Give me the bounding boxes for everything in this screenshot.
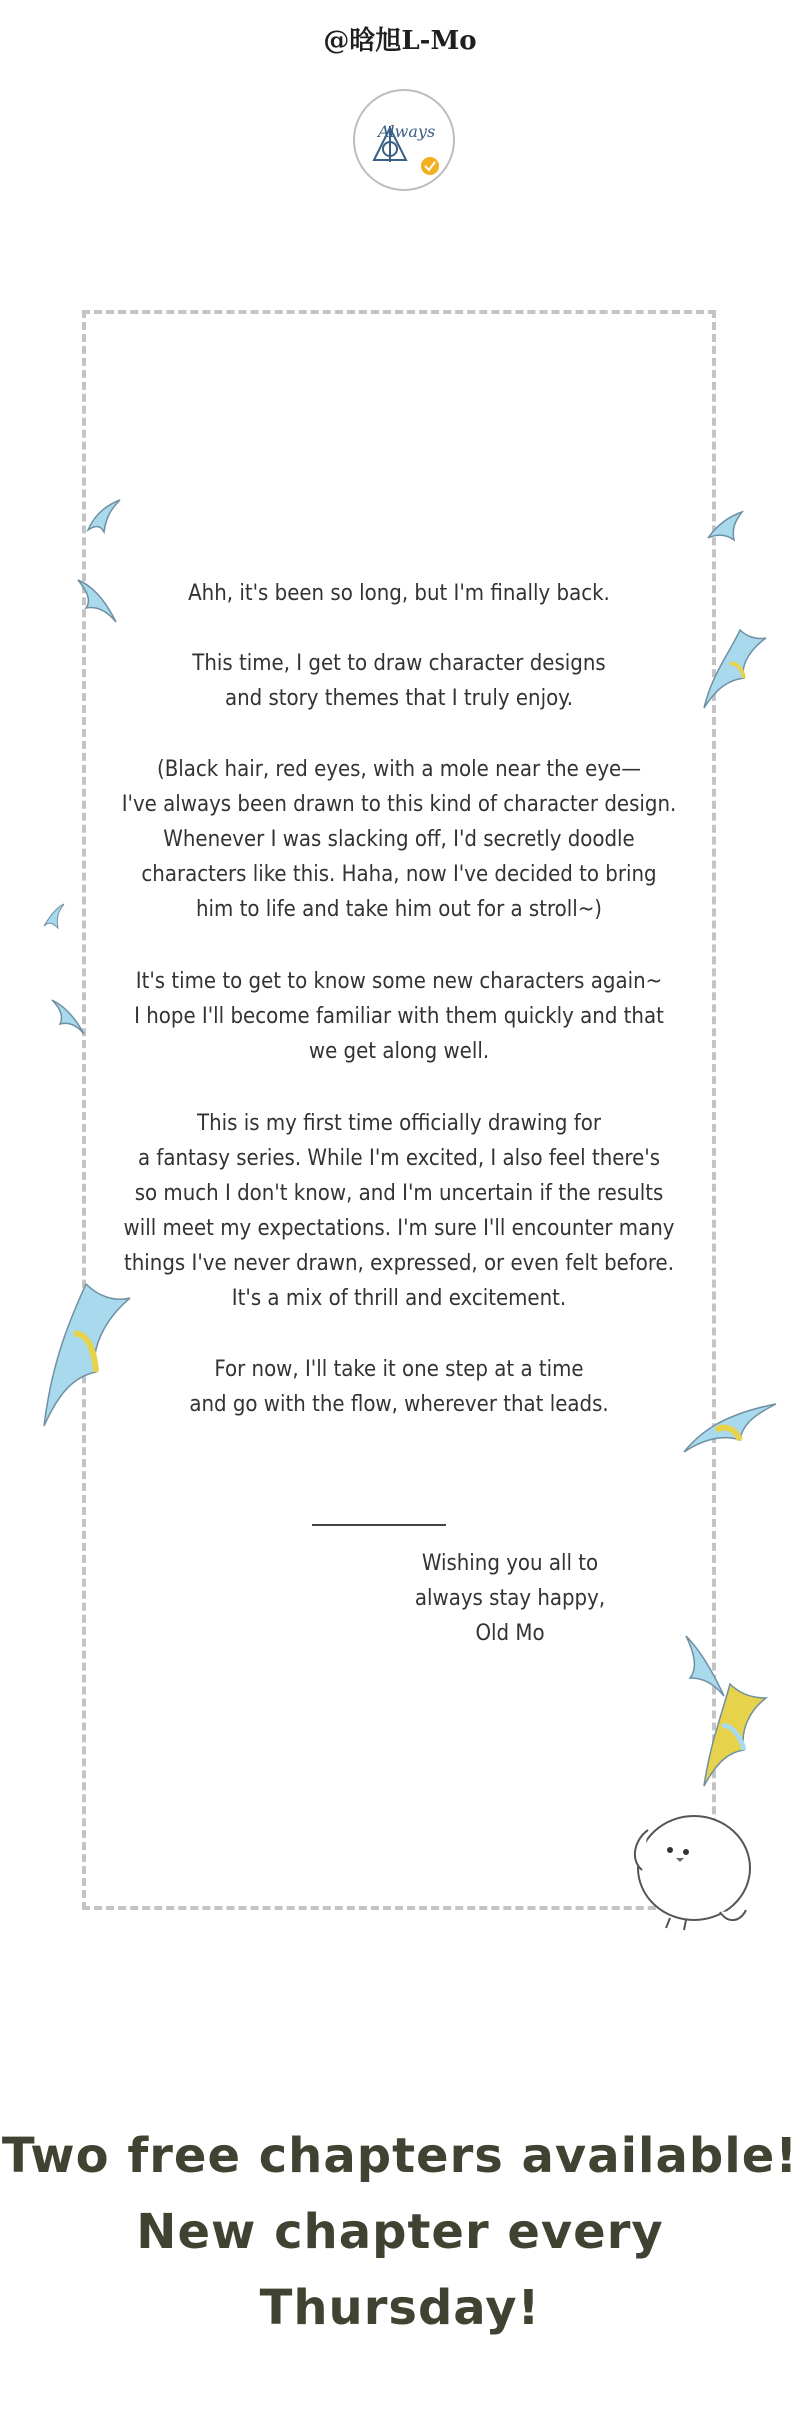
promo-line-2: New chapter every Thursday! (136, 2204, 664, 2336)
swallow-icon (48, 994, 88, 1038)
round-bird-mascot (624, 1800, 758, 1932)
swallow-icon (700, 1680, 770, 1790)
swallow-icon (72, 574, 122, 628)
swallow-icon (680, 1396, 780, 1456)
swallow-icon (700, 624, 770, 714)
verified-badge-icon (421, 157, 439, 175)
signature: Wishing you all to always stay happy, Old Mo (414, 1551, 606, 1646)
letter-paragraph-1: Ahh, it's been so long, but I'm finally back. (188, 581, 610, 606)
letter-paragraph-3: (Black hair, red eyes, with a mole near the eye— I've always been drawn to this kind of character design. Whenever I was slacking off, I'd secretly doodle characters like this. Haha, now I've decided to bring him to life and take him out for a stroll~) (121, 757, 677, 922)
promo-banner (0, 2118, 800, 2346)
signature-divider (312, 1524, 446, 1526)
letter-paragraph-6: For now, I'll take it one step at a time and go with the flow, wherever that leads. (189, 1357, 609, 1417)
author-handle: @晗旭L-Mo (323, 26, 477, 56)
swallow-icon (84, 496, 124, 536)
letter-paragraph-5: This is my first time officially drawing for a fantasy series. While I'm excited, I also feel there's so much I don't know, and I'm uncertain if the results will meet my expectations. I'm sure I'll encounter many things I've never drawn, expressed, or even felt before. It's a mix of thrill and excitement. (123, 1111, 675, 1311)
letter-paragraph-4: It's time to get to know some new characters again~ I hope I'll become familiar with them quickly and that we get along well. (134, 969, 664, 1064)
logo-text: Always (378, 122, 436, 141)
promo-line-1: Two free chapters available! (1, 2128, 799, 2184)
swallow-icon (704, 508, 746, 542)
letter-paragraph-2: This time, I get to draw character designs and story themes that I truly enjoy. (192, 651, 606, 711)
swallow-icon (40, 1280, 136, 1430)
swallow-icon (40, 900, 68, 930)
